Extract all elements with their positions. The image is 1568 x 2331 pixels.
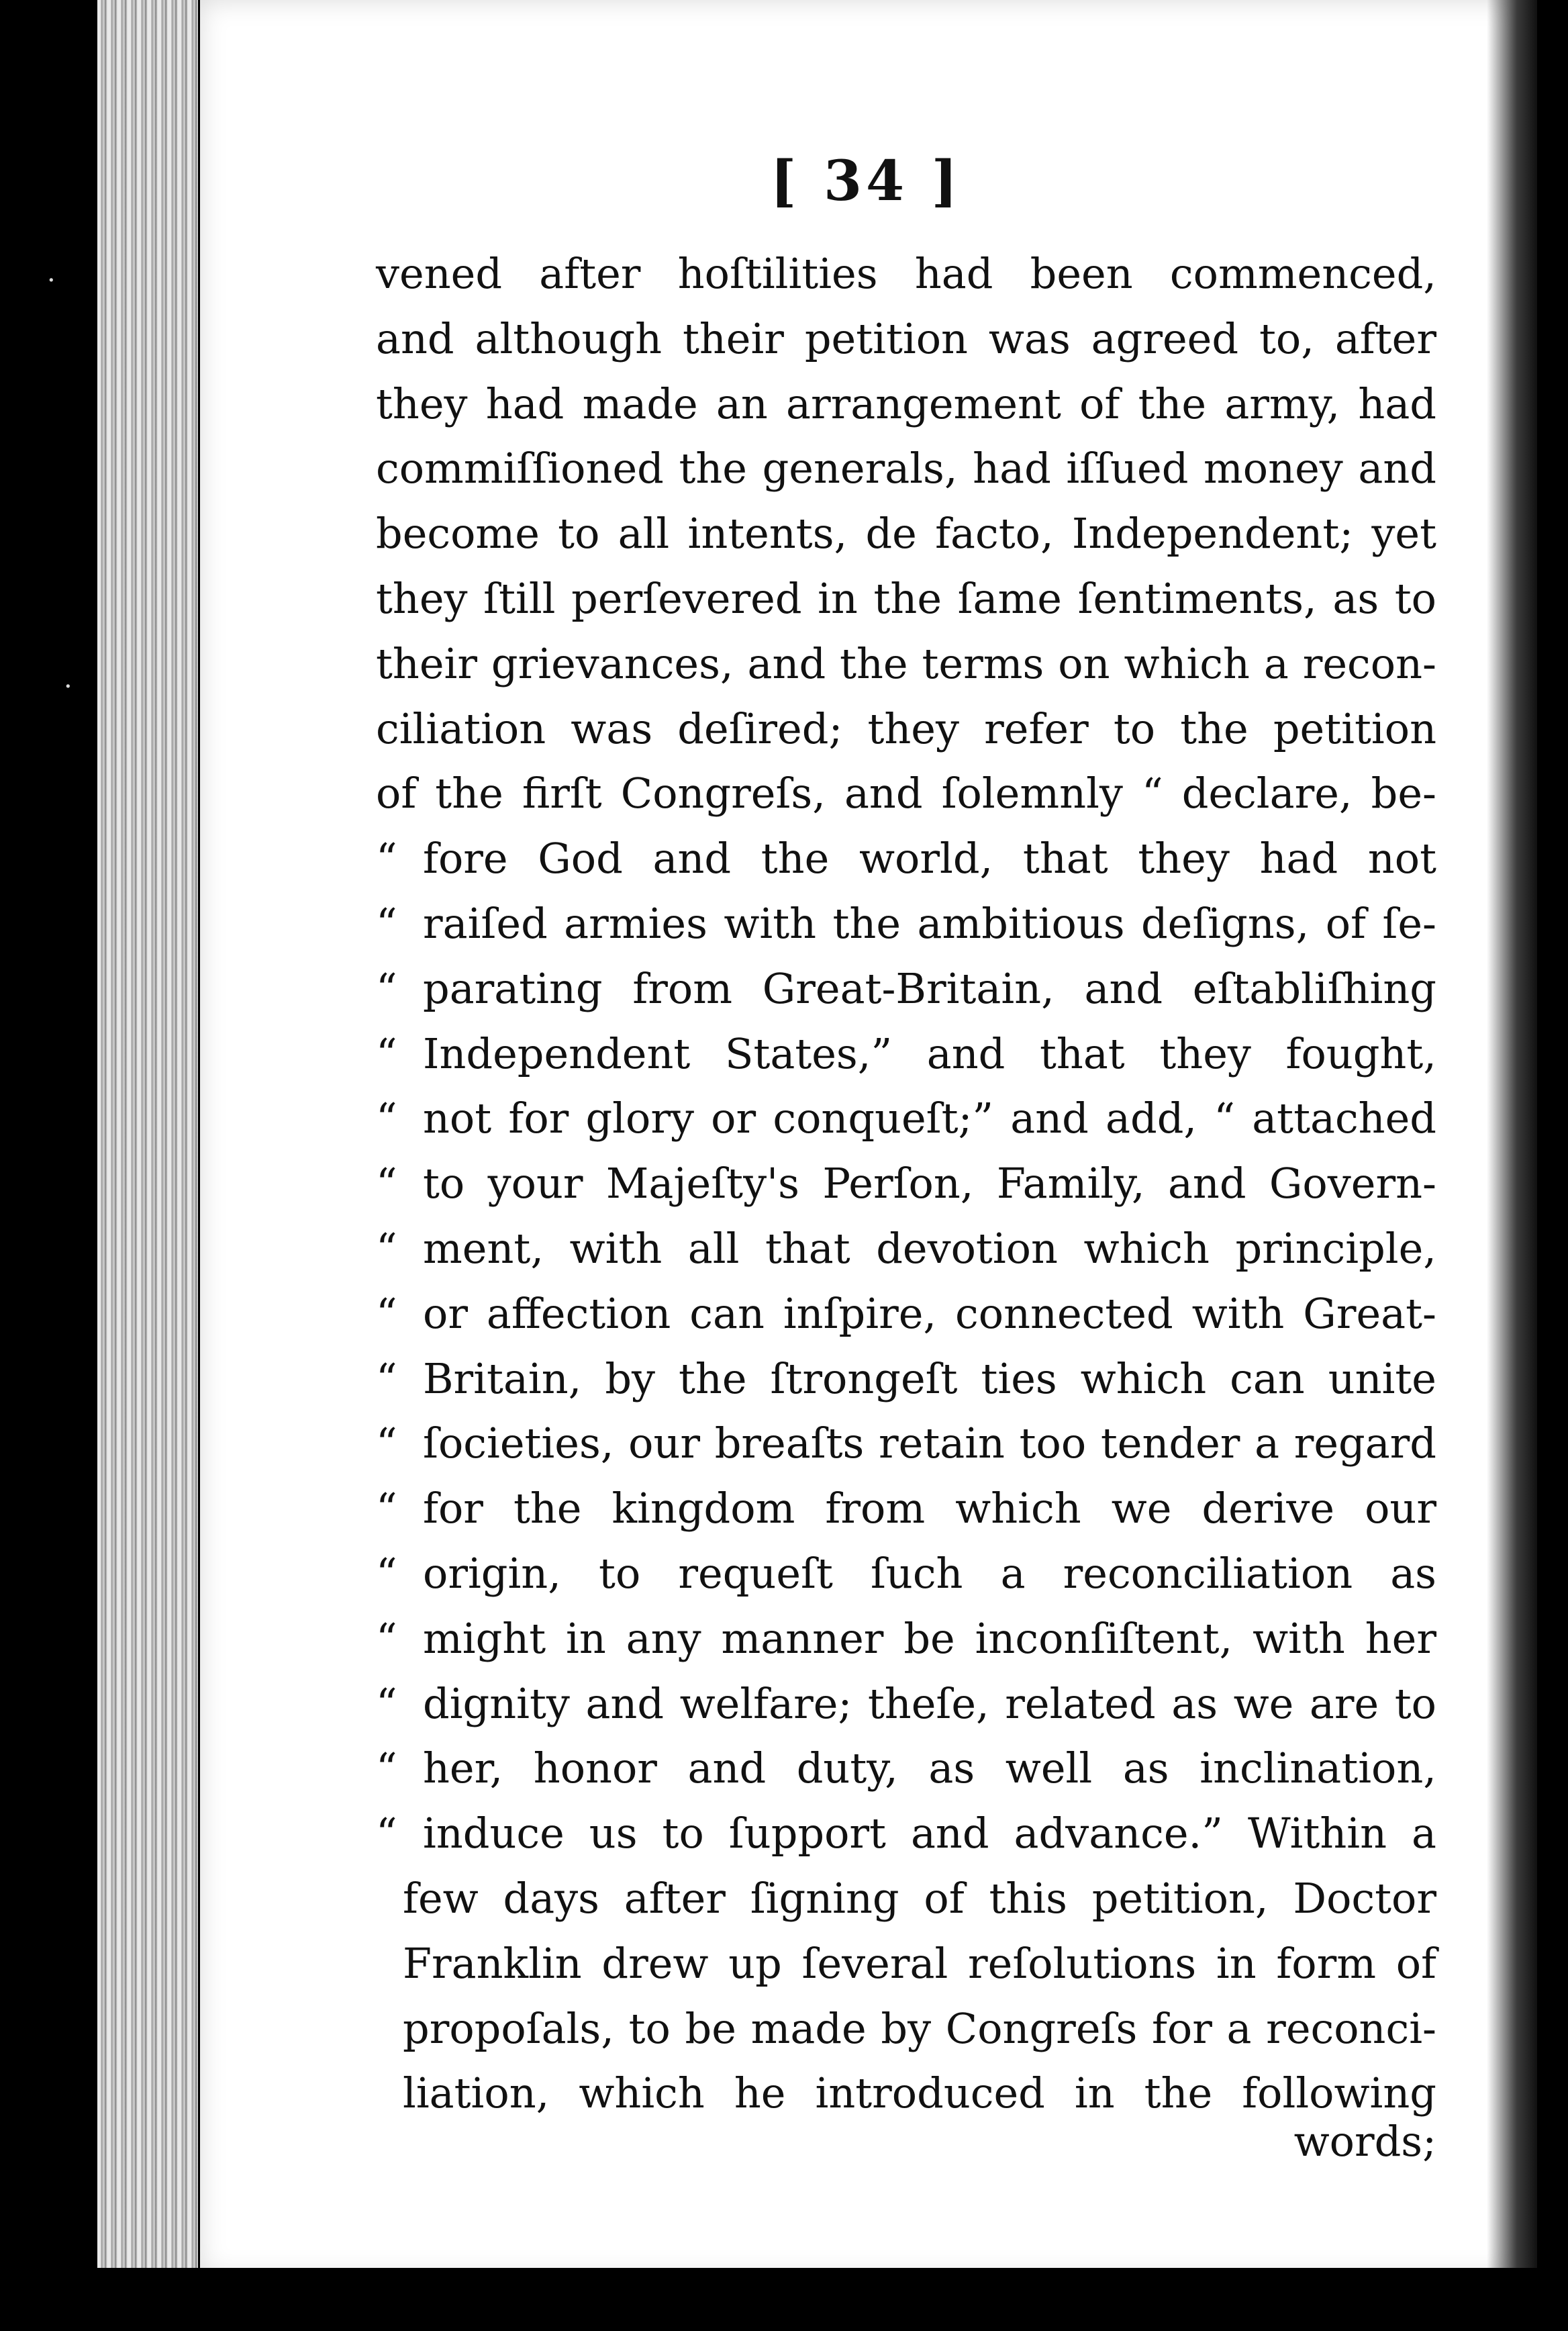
text-line bbox=[376, 1151, 1436, 1216]
text-line bbox=[403, 1932, 1436, 1996]
quotation-mark: “ bbox=[376, 1353, 397, 1403]
line-text: might in any manner be inconſiſtent, with her bbox=[423, 1613, 1436, 1663]
text-line bbox=[376, 957, 1436, 1021]
line-text: Britain, by the ſtrongeſt ties which can unite bbox=[423, 1353, 1436, 1403]
line-text: to your Majeſty's Perſon, Family, and Govern- bbox=[423, 1159, 1436, 1208]
quotation-mark: “ bbox=[376, 834, 397, 884]
quotation-mark: “ bbox=[376, 1159, 397, 1208]
quotation-mark: “ bbox=[376, 1613, 397, 1663]
line-text: propoſals, to be made by Congreſs for a reconci- bbox=[403, 2003, 1436, 2053]
text-line bbox=[376, 1086, 1436, 1151]
quotation-mark: “ bbox=[376, 1288, 397, 1338]
text-line bbox=[376, 372, 1436, 436]
binding-shadow bbox=[1487, 0, 1537, 2283]
quotation-mark: “ bbox=[376, 1744, 397, 1793]
text-line bbox=[376, 1476, 1436, 1541]
line-text: origin, to requeſt ſuch a reconciliation as bbox=[423, 1549, 1436, 1598]
line-text: for the kingdom from which we derive our bbox=[423, 1484, 1436, 1533]
line-text: their grievances, and the terms on which a recon- bbox=[376, 638, 1436, 688]
quotation-mark: “ bbox=[376, 1809, 397, 1858]
text-line bbox=[376, 826, 1436, 891]
quotation-mark: “ bbox=[376, 1094, 397, 1143]
quotation-mark: “ bbox=[376, 899, 397, 948]
text-line bbox=[376, 697, 1436, 761]
line-text: they had made an arrangement of the army, had bbox=[376, 379, 1436, 428]
page-number: [ 34 ] bbox=[770, 149, 962, 213]
text-line bbox=[376, 1541, 1436, 1606]
line-text: Independent States,” and that they fought, bbox=[423, 1029, 1436, 1078]
line-text: few days after ſigning of this petition, Doctor bbox=[403, 1874, 1436, 1923]
scan-speck: · bbox=[64, 671, 72, 702]
line-text: ment, with all that devotion which principle, bbox=[423, 1224, 1436, 1273]
line-text: commiſſioned the generals, had iſſued money and bbox=[376, 444, 1436, 493]
quotation-mark: “ bbox=[376, 1419, 397, 1468]
line-text: vened after hoſtilities had been commenced, bbox=[376, 249, 1436, 298]
catchword: words; bbox=[1293, 2117, 1436, 2166]
quotation-mark: “ bbox=[376, 1029, 397, 1078]
text-line bbox=[376, 1607, 1436, 1671]
text-line bbox=[376, 436, 1436, 501]
line-text: and although their petition was agreed to, after bbox=[376, 314, 1436, 363]
text-line bbox=[376, 1736, 1436, 1801]
text-line bbox=[376, 242, 1436, 306]
quotation-mark: “ bbox=[376, 1678, 397, 1728]
text-line bbox=[376, 567, 1436, 631]
line-text: or affection can inſpire, connected with Great- bbox=[423, 1288, 1436, 1338]
text-line bbox=[376, 1347, 1436, 1411]
line-text: not for glory or conqueſt;” and add, “ attached bbox=[423, 1094, 1436, 1143]
line-text: dignity and welfare; theſe, related as we are to bbox=[423, 1678, 1436, 1728]
text-line bbox=[376, 892, 1436, 956]
scan-border bbox=[0, 2268, 1568, 2331]
text-line bbox=[376, 307, 1436, 371]
quotation-mark: “ bbox=[376, 963, 397, 1013]
text-line bbox=[376, 1282, 1436, 1346]
line-text: of the firſt Congreſs, and ſolemnly “ declare, be- bbox=[376, 769, 1436, 818]
scan-speck: · bbox=[47, 265, 56, 296]
line-text: they ſtill perſevered in the ſame ſentiments, as to bbox=[376, 574, 1436, 623]
quotation-mark: “ bbox=[376, 1484, 397, 1533]
text-line bbox=[376, 1411, 1436, 1476]
line-text: induce us to ſupport and advance.” Within a bbox=[423, 1809, 1436, 1858]
line-text: ciliation was deſired; they refer to the petition bbox=[376, 704, 1436, 753]
text-line bbox=[376, 502, 1436, 566]
quotation-mark: “ bbox=[376, 1549, 397, 1598]
line-text: ſocieties, our breaſts retain too tender a regard bbox=[423, 1419, 1436, 1468]
line-text: raiſed armies with the ambitious deſigns, of ſe- bbox=[423, 899, 1436, 948]
line-text: her, honor and duty, as well as inclination, bbox=[423, 1744, 1436, 1793]
text-line bbox=[376, 1672, 1436, 1736]
text-line bbox=[376, 1022, 1436, 1086]
page-edges bbox=[97, 0, 198, 2331]
text-line bbox=[403, 1997, 1436, 2061]
line-text: become to all intents, de facto, Independent; yet bbox=[376, 509, 1436, 559]
quotation-mark: “ bbox=[376, 1224, 397, 1273]
line-text: liation, which he introduced in the following bbox=[403, 2068, 1436, 2118]
text-line bbox=[376, 632, 1436, 696]
line-text: Franklin drew up ſeveral reſolutions in form of bbox=[403, 1938, 1436, 1988]
text-line bbox=[376, 1217, 1436, 1281]
text-line bbox=[376, 761, 1436, 826]
line-text: fore God and the world, that they had not bbox=[423, 834, 1436, 884]
text-line bbox=[403, 1866, 1436, 1931]
text-line bbox=[376, 1801, 1436, 1866]
line-text: parating from Great-Britain, and eſtabliſhing bbox=[423, 963, 1436, 1013]
